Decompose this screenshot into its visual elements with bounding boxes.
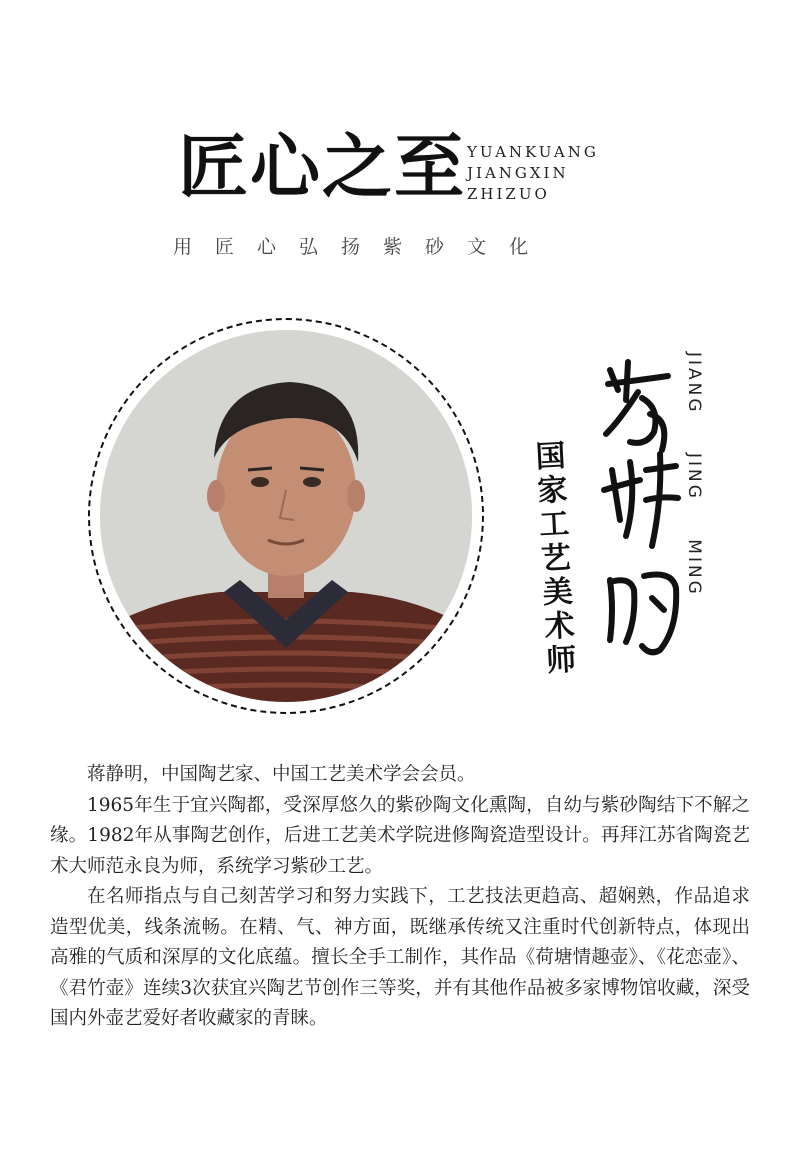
biography xyxy=(50,760,750,1035)
bio-paragraph: 蒋静明，中国陶艺家、中国工艺美术学会会员。 xyxy=(87,764,476,785)
bio-paragraph: 在名师指点与自己刻苦学习和努力实践下，工艺技法更趋高、超娴熟，作品追求造型优美，线条流畅。在精、气、神方面，既继承传统又注重时代创新特点，体现出高雅的气质和深厚的文化底蕴。擅长全手工制作，其作品《荷塘情趣壶》、《花恋壶》、《君竹壶》连续3次获宜兴陶艺节创作三等奖，并有其他作品被多家博物馆收藏，深受国内外壶艺爱好者收藏家的青睐。 xyxy=(50,886,750,1029)
page-subtitle: 用匠心弘扬紫砂文化 xyxy=(173,236,552,258)
title-pinyin xyxy=(467,142,599,205)
signature-calligraphy xyxy=(590,350,690,670)
bio-paragraph: 1965年生于宜兴陶都，受深厚悠久的紫砂陶文化熏陶，自幼与紫砂陶结下不解之缘。1982年从事陶艺创作，后进工艺美术学院进修陶瓷造型设计。再拜江苏省陶瓷艺术大师范永良为师，系统学习紫砂工艺。 xyxy=(50,794,750,877)
title-pinyin-line: JIANGXIN xyxy=(467,164,569,182)
portrait-illustration xyxy=(100,330,472,702)
title-pinyin-line: YUANKUANG xyxy=(467,143,599,161)
portrait-frame xyxy=(88,318,484,714)
title-pinyin-line: ZHIZUO xyxy=(467,185,550,203)
header xyxy=(0,0,790,280)
signature xyxy=(590,350,690,670)
master-title: 国家工艺美术师 xyxy=(528,439,577,679)
page-title: 匠心之至 xyxy=(178,125,466,208)
portrait-photo xyxy=(100,330,472,702)
name-pinyin: JIANG JING MING xyxy=(684,352,704,597)
